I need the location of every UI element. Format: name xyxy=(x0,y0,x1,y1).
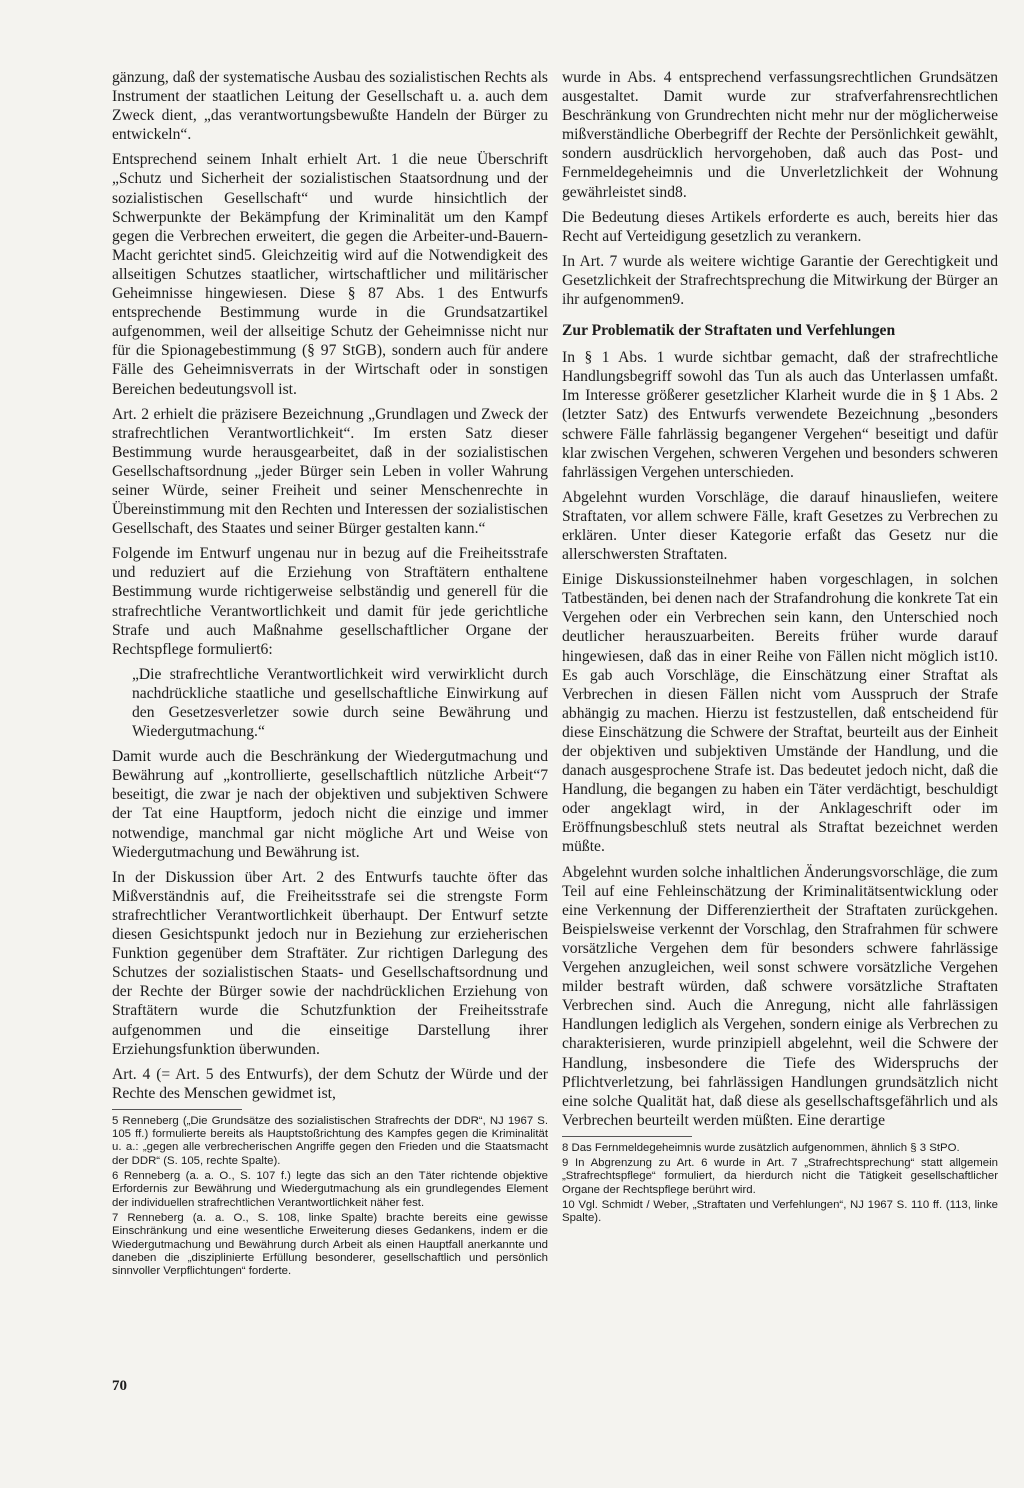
footnote-10: 10 Vgl. Schmidt / Weber, „Straftaten und Verfehlungen“, NJ 1967 S. 110 ff. (113, linke Spalte). xyxy=(562,1199,998,1225)
paragraph: Art. 4 (= Art. 5 des Entwurfs), der dem Schutz der Würde und der Rechte des Menschen gewidmet ist, xyxy=(112,1065,548,1102)
paragraph: Entsprechend seinem Inhalt erhielt Art. 1 die neue Überschrift „Schutz und Sicherheit der sozialistischen Staatsordnung und der sozialistischen Gesellschaft“ und wurde hinsichtlich der Schwerpunkte der Bekämpfung der Kriminalität um den Kampf gegen die Verbrechen erweitert, die gegen die Arbeiter-und-Bauern-Macht gerichtet sind5. Gleichzeitig wird auf die Notwendigkeit des allseitigen Schutzes staatlicher, wirtschaftlicher und militärischer Geheimnisse hingewiesen. Diese § 87 Abs. 1 des Entwurfs entsprechende Bestimmung wurde in die Grundsatzartikel aufgenommen, weil der allseitige Schutz der Geheimnisse nicht nur für die Spionagebestimmung (§ 97 StGB), sondern auch für andere Fälle des Geheimnisverrats in der Wirtschaft oder in sonstigen Bereichen bedeutungsvoll ist. xyxy=(112,151,548,398)
footnote-8: 8 Das Fernmeldegeheimnis wurde zusätzlich aufgenommen, ähnlich § 3 StPO. xyxy=(562,1141,960,1154)
paragraph: Art. 2 erhielt die präzisere Bezeichnung „Grundlagen und Zweck der strafrechtlichen Verantwortlichkeit“. Im ersten Satz dieser Bestimmung wurde herausgearbeitet, daß in der sozialistischen Gesellschaftsordnung „jeder Bürger sein Leben in voller Wahrung seiner Würde, seiner Freiheit und seiner Menschenrechte in Übereinstimmung mit den Rechten und Interessen der sozialistischen Gesellschaft, des Staates und seiner Bürger gestalten kann.“ xyxy=(112,405,548,538)
footnote-5: 5 Renneberg („Die Grundsätze des sozialistischen Strafrechts der DDR“, NJ 1967 S. 105 ff.) formulierte bereits als Hauptstoßrichtung des Kampfes gegen die Kriminalität u. a.: „gegen alle verbrecherischen Angriffe gegen den Frieden und die Staatsmacht der DDR“ (S. 105, rechte Spalte). xyxy=(112,1114,548,1167)
paragraph: Folgende im Entwurf ungenau nur in bezug auf die Freiheitsstrafe und reduziert auf die Erziehung von Straftätern enthaltene Bestimmung wurde richtigerweise selbständig und generell für die strafrechtliche Verantwortlichkeit und damit für jede gerichtliche Strafe und auch Maßnahme gesellschaftlicher Organe der Rechtspflege formuliert6: xyxy=(112,545,548,658)
paragraph: Die Bedeutung dieses Artikels erforderte es auch, bereits hier das Recht auf Verteidigung gesetzlich zu verankern. xyxy=(562,208,998,245)
page-number: 70 xyxy=(112,1378,127,1394)
paragraph: Einige Diskussionsteilnehmer haben vorgeschlagen, in solchen Tatbeständen, bei denen nach der Strafandrohung die konkrete Tat ein Vergehen oder ein Verbrechen sein kann, den Unterschied noch deutlicher herauszuarbeiten. Bereits früher wurde darauf hingewiesen, daß das in einer Reihe von Fällen nicht möglich ist10. Es gab auch Vorschläge, die Einschätzung einer Straftat als Verbrechen in diesen Fällen nicht vom Ausspruch der Strafe abhängig zu machen. Hierzu ist festzustellen, daß entscheidend für diese Einschätzung die Schwere der Straftat, beurteilt aus der Einheit der objektiven und subjektiven Umstände der Handlung, und die danach ausgesprochene Strafe ist. Das bedeutet jedoch nicht, daß die Handlung, die begangen zu haben ein Täter verdächtigt, beschuldigt oder angeklagt wird, in der Anklageschrift oder im Eröffnungsbeschluß stets neutral als Straftat bezeichnet werden müßte. xyxy=(562,571,998,856)
footnote-7: 7 Renneberg (a. a. O., S. 108, linke Spalte) brachte bereits eine gewisse Einschränkung und eine wesentliche Erweiterung dieses Gedankens, indem er die Wiedergutmachung und Bewährung durch Arbeit als einen Hauptfall anerkannte und daneben die „disziplinierte Erfüllung besonderer, gesellschaftlich und persönlich sinnvoller Verpflichtungen“ forderte. xyxy=(112,1211,548,1278)
paragraph: Abgelehnt wurden Vorschläge, die darauf hinausliefen, weitere Straftaten, vor allem schwere Fälle, kraft Gesetzes zu Verbrechen zu erklären. Unter dieser Kategorie erfaßt das Gesetz nur die allerschwersten Straftaten. xyxy=(562,488,998,564)
paragraph: In Art. 7 wurde als weitere wichtige Garantie der Gerechtigkeit und Gesetzlichkeit der Strafrechtsprechung die Mitwirkung der Bürger an ihr aufgenommen9. xyxy=(562,252,998,309)
block-quote: „Die strafrechtliche Verantwortlichkeit wird verwirklicht durch nachdrückliche staatliche und gesellschaftliche Einwirkung auf den Gesetzesverletzer sowie durch seine Bewährung und Wiedergutmachung.“ xyxy=(132,665,548,741)
paragraph: Damit wurde auch die Beschränkung der Wiedergutmachung und Bewährung auf „kontrollierte, gesellschaftlich nützliche Arbeit“7 beseitigt, die zwar je nach der objektiven und subjektiven Schwere der Tat eine Hauptform, jedoch nicht die einzige und immer notwendige, manchmal gar nicht mögliche Art und Weise von Wiedergutmachung und Bewährung ist. xyxy=(112,748,548,861)
paragraph: In § 1 Abs. 1 wurde sichtbar gemacht, daß der strafrechtliche Handlungsbegriff sowohl das Tun als auch das Unterlassen umfaßt. Im Interesse größerer gesetzlicher Klarheit wurde die in § 1 Abs. 2 (letzter Satz) des Entwurfs verwendete Bezeichnung „besonders schwere Fälle fahrlässig begangener Vergehen“ beseitigt und dafür klar zwischen Vergehen, schweren Vergehen und besonders schweren fahrlässigen Vergehen unterschieden. xyxy=(562,349,998,481)
footnote-divider xyxy=(562,1136,692,1137)
paragraph: In der Diskussion über Art. 2 des Entwurfs tauchte öfter das Mißverständnis auf, die Freiheitsstrafe sei die strengste Form strafrechtlicher Verantwortlichkeit überhaupt. Der Entwurf setzte diesen Gesichtspunkt jedoch nur in Beziehung zur erzieherischen Funktion gegenüber dem Straftäter. Zur richtigen Darlegung des Schutzes der sozialistischen Staats- und Gesellschaftsordnung und der Rechte der Bürger sowie der nachdrücklichen Erziehung von Straftätern wurde die Schutzfunktion der Freiheitsstrafe aufgenommen und die einseitige Darstellung ihrer Erziehungsfunktion überwunden. xyxy=(112,868,548,1058)
footnote-9: 9 In Abgrenzung zu Art. 6 wurde in Art. 7 „Strafrechtsprechung“ statt allgemein „Strafrechtspflege“ formuliert, da hierdurch nicht die Tätigkeit gesellschaftlicher Organe der Rechtspflege berührt wird. xyxy=(562,1157,998,1196)
footnote-divider xyxy=(112,1109,242,1110)
paragraph: wurde in Abs. 4 entsprechend verfassungsrechtlichen Grundsätzen ausgestaltet. Damit wurde zur strafverfahrensrechtlichen Beschränkung von Grundrechten nicht mehr nur der möglicherweise mißverständliche Oberbegriff der Rechte der Persönlichkeit gewählt, sondern ausdrücklich hervorgehoben, daß auch das Post- und Fernmeldegeheimnis und die Unverletzlichkeit der Wohnung gewährleistet sind8. xyxy=(562,69,998,201)
left-column xyxy=(112,68,548,1280)
paragraph: Abgelehnt wurden solche inhaltlichen Änderungsvorschläge, die zum Teil auf eine Fehleinschätzung der Kriminalitätsentwicklung oder eine Verkennung der Differenziertheit der Straftaten zurückgehen. Beispielsweise verkennt der Vorschlag, den Strafrahmen für schwere vorsätzliche Vergehen dem für besonders schwere fahrlässige Vergehen anzugleichen, weil sonst schwere vorsätzliche Vergehen milder bestraft würden, daß schwere vorsätzliche Straftaten Verbrechen sind. Auch die Anregung, nicht alle fahrlässigen Handlungen lediglich als Vergehen, sondern einige als Verbrechen zu charakterisieren, wurde prinzipiell abgelehnt, weil die Schwere der Handlung, insbesondere die Tiefe des Widerspruchs der Pflichtverletzung, bei fahrlässigen Handlungen grundsätzlich nicht eine solche Qualität hat, daß diese als gesellschaftsgefährlich und als Verbrechen beurteilt werden müßten. Eine derartige xyxy=(562,863,998,1129)
footnote-6: 6 Renneberg (a. a. O., S. 107 f.) legte das sich an den Täter richtende objektive Erfordernis zur Bewährung und Wiedergutmachung als ein grundlegendes Element der individuellen strafrechtlichen Verantwortlichkeit näher fest. xyxy=(112,1170,548,1209)
section-heading: Zur Problematik der Straftaten und Verfehlungen xyxy=(562,322,896,340)
paragraph: gänzung, daß der systematische Ausbau des sozialistischen Rechts als Instrument der staatlichen Leitung der Gesellschaft u. a. auch dem Zweck dient, „das verantwortungsbewußte Handeln der Bürger zu entwickeln“. xyxy=(112,69,548,144)
right-column xyxy=(562,68,998,1228)
